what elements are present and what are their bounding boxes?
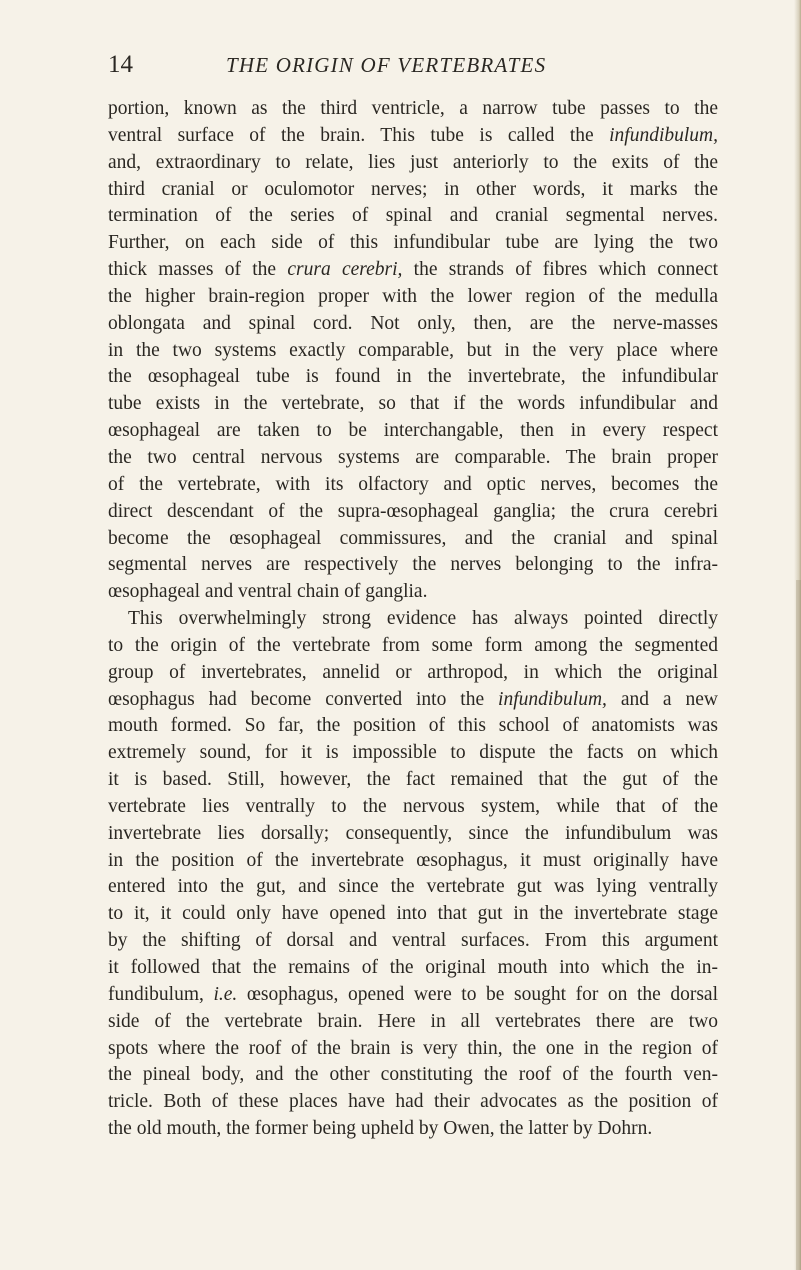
italic-term: infundibulum, [609, 124, 718, 146]
text-line: œsophagus had become converted into the infundibulum, and a new [108, 688, 718, 710]
page-header [108, 50, 718, 80]
text-line: This overwhelmingly strong evidence has always pointed directly [128, 608, 718, 630]
text-line: group of invertebrates, annelid or arthropod, in which the original [108, 661, 718, 683]
text-line: tube exists in the vertebrate, so that if the words infundibular and [108, 393, 718, 415]
text-line: termination of the series of spinal and cranial segmental nerves. [108, 205, 718, 227]
text-line: vertebrate lies ventrally to the nervous system, while that of the [108, 795, 718, 817]
page-number: 14 [108, 51, 133, 78]
text-line: to it, it could only have opened into that gut in the invertebrate stage [108, 903, 718, 925]
text-line: segmental nerves are respectively the nerves belonging to the infra- [108, 554, 718, 576]
italic-term: i.e. [213, 983, 238, 1005]
text-line: thick masses of the crura cerebri, the strands of fibres which connect [108, 259, 718, 281]
text-line: the old mouth, the former being upheld by Owen, the latter by Dohrn. [108, 1118, 653, 1140]
text-line: Further, on each side of this infundibular tube are lying the two [108, 232, 718, 254]
italic-term: infundibulum, [498, 688, 607, 710]
text-line: in the position of the invertebrate œsophagus, it must originally have [108, 849, 718, 871]
text-line: mouth formed. So far, the position of this school of anatomists was [108, 715, 718, 737]
text-line: extremely sound, for it is impossible to dispute the facts on which [108, 742, 718, 764]
text-line: the œsophageal tube is found in the invertebrate, the infundibular [108, 366, 718, 388]
text-line: it is based. Still, however, the fact remained that the gut of the [108, 769, 718, 791]
text-line: third cranial or oculomotor nerves; in other words, it marks the [108, 178, 718, 200]
text-line: become the œsophageal commissures, and the cranial and spinal [108, 527, 718, 549]
text-line: portion, known as the third ventricle, a narrow tube passes to the [108, 98, 718, 119]
text-line: œsophageal and ventral chain of ganglia. [108, 581, 428, 603]
text-line: it followed that the remains of the original mouth into which the in- [108, 957, 718, 978]
text-line: and, extraordinary to relate, lies just anteriorly to the exits of the [108, 151, 718, 173]
text-line: spots where the roof of the brain is very thin, the one in the region of [108, 1037, 718, 1059]
text-line: to the origin of the vertebrate from some form among the segmented [108, 634, 718, 656]
text-line: fundibulum, i.e. œsophagus, opened were to be sought for on the dorsal [108, 983, 719, 1005]
text-line: side of the vertebrate brain. Here in all vertebrates there are two [108, 1010, 718, 1032]
text-line: in the two systems exactly comparable, but in the very place where [108, 339, 718, 361]
running-title: THE ORIGIN OF VERTEBRATES [226, 53, 547, 77]
text-line: ventral surface of the brain. This tube is called the infundibulum, [108, 124, 718, 146]
text-line: oblongata and spinal cord. Not only, then, are the nerve-masses [108, 312, 718, 334]
text-line: the two central nervous systems are comparable. The brain proper [108, 446, 718, 468]
text-line: entered into the gut, and since the vertebrate gut was lying ventrally [108, 876, 718, 898]
text-line: the pineal body, and the other constituting the roof of the fourth ven- [108, 1064, 718, 1086]
page-edge-shadow [796, 580, 801, 1270]
italic-term: crura cerebri, [287, 259, 403, 281]
text-line: by the shifting of dorsal and ventral surfaces. From this argument [108, 930, 718, 952]
text-line: tricle. Both of these places have had their advocates as the position of [108, 1091, 718, 1113]
text-line: of the vertebrate, with its olfactory and optic nerves, becomes the [108, 473, 718, 495]
text-line: direct descendant of the supra-œsophageal ganglia; the crura cerebri [108, 500, 718, 522]
text-line: invertebrate lies dorsally; consequently, since the infundibulum was [108, 822, 718, 844]
body-text [108, 96, 718, 1143]
text-line: œsophageal are taken to be interchangable, then in every respect [108, 420, 718, 442]
text-line: the higher brain-region proper with the lower region of the medulla [108, 285, 718, 307]
